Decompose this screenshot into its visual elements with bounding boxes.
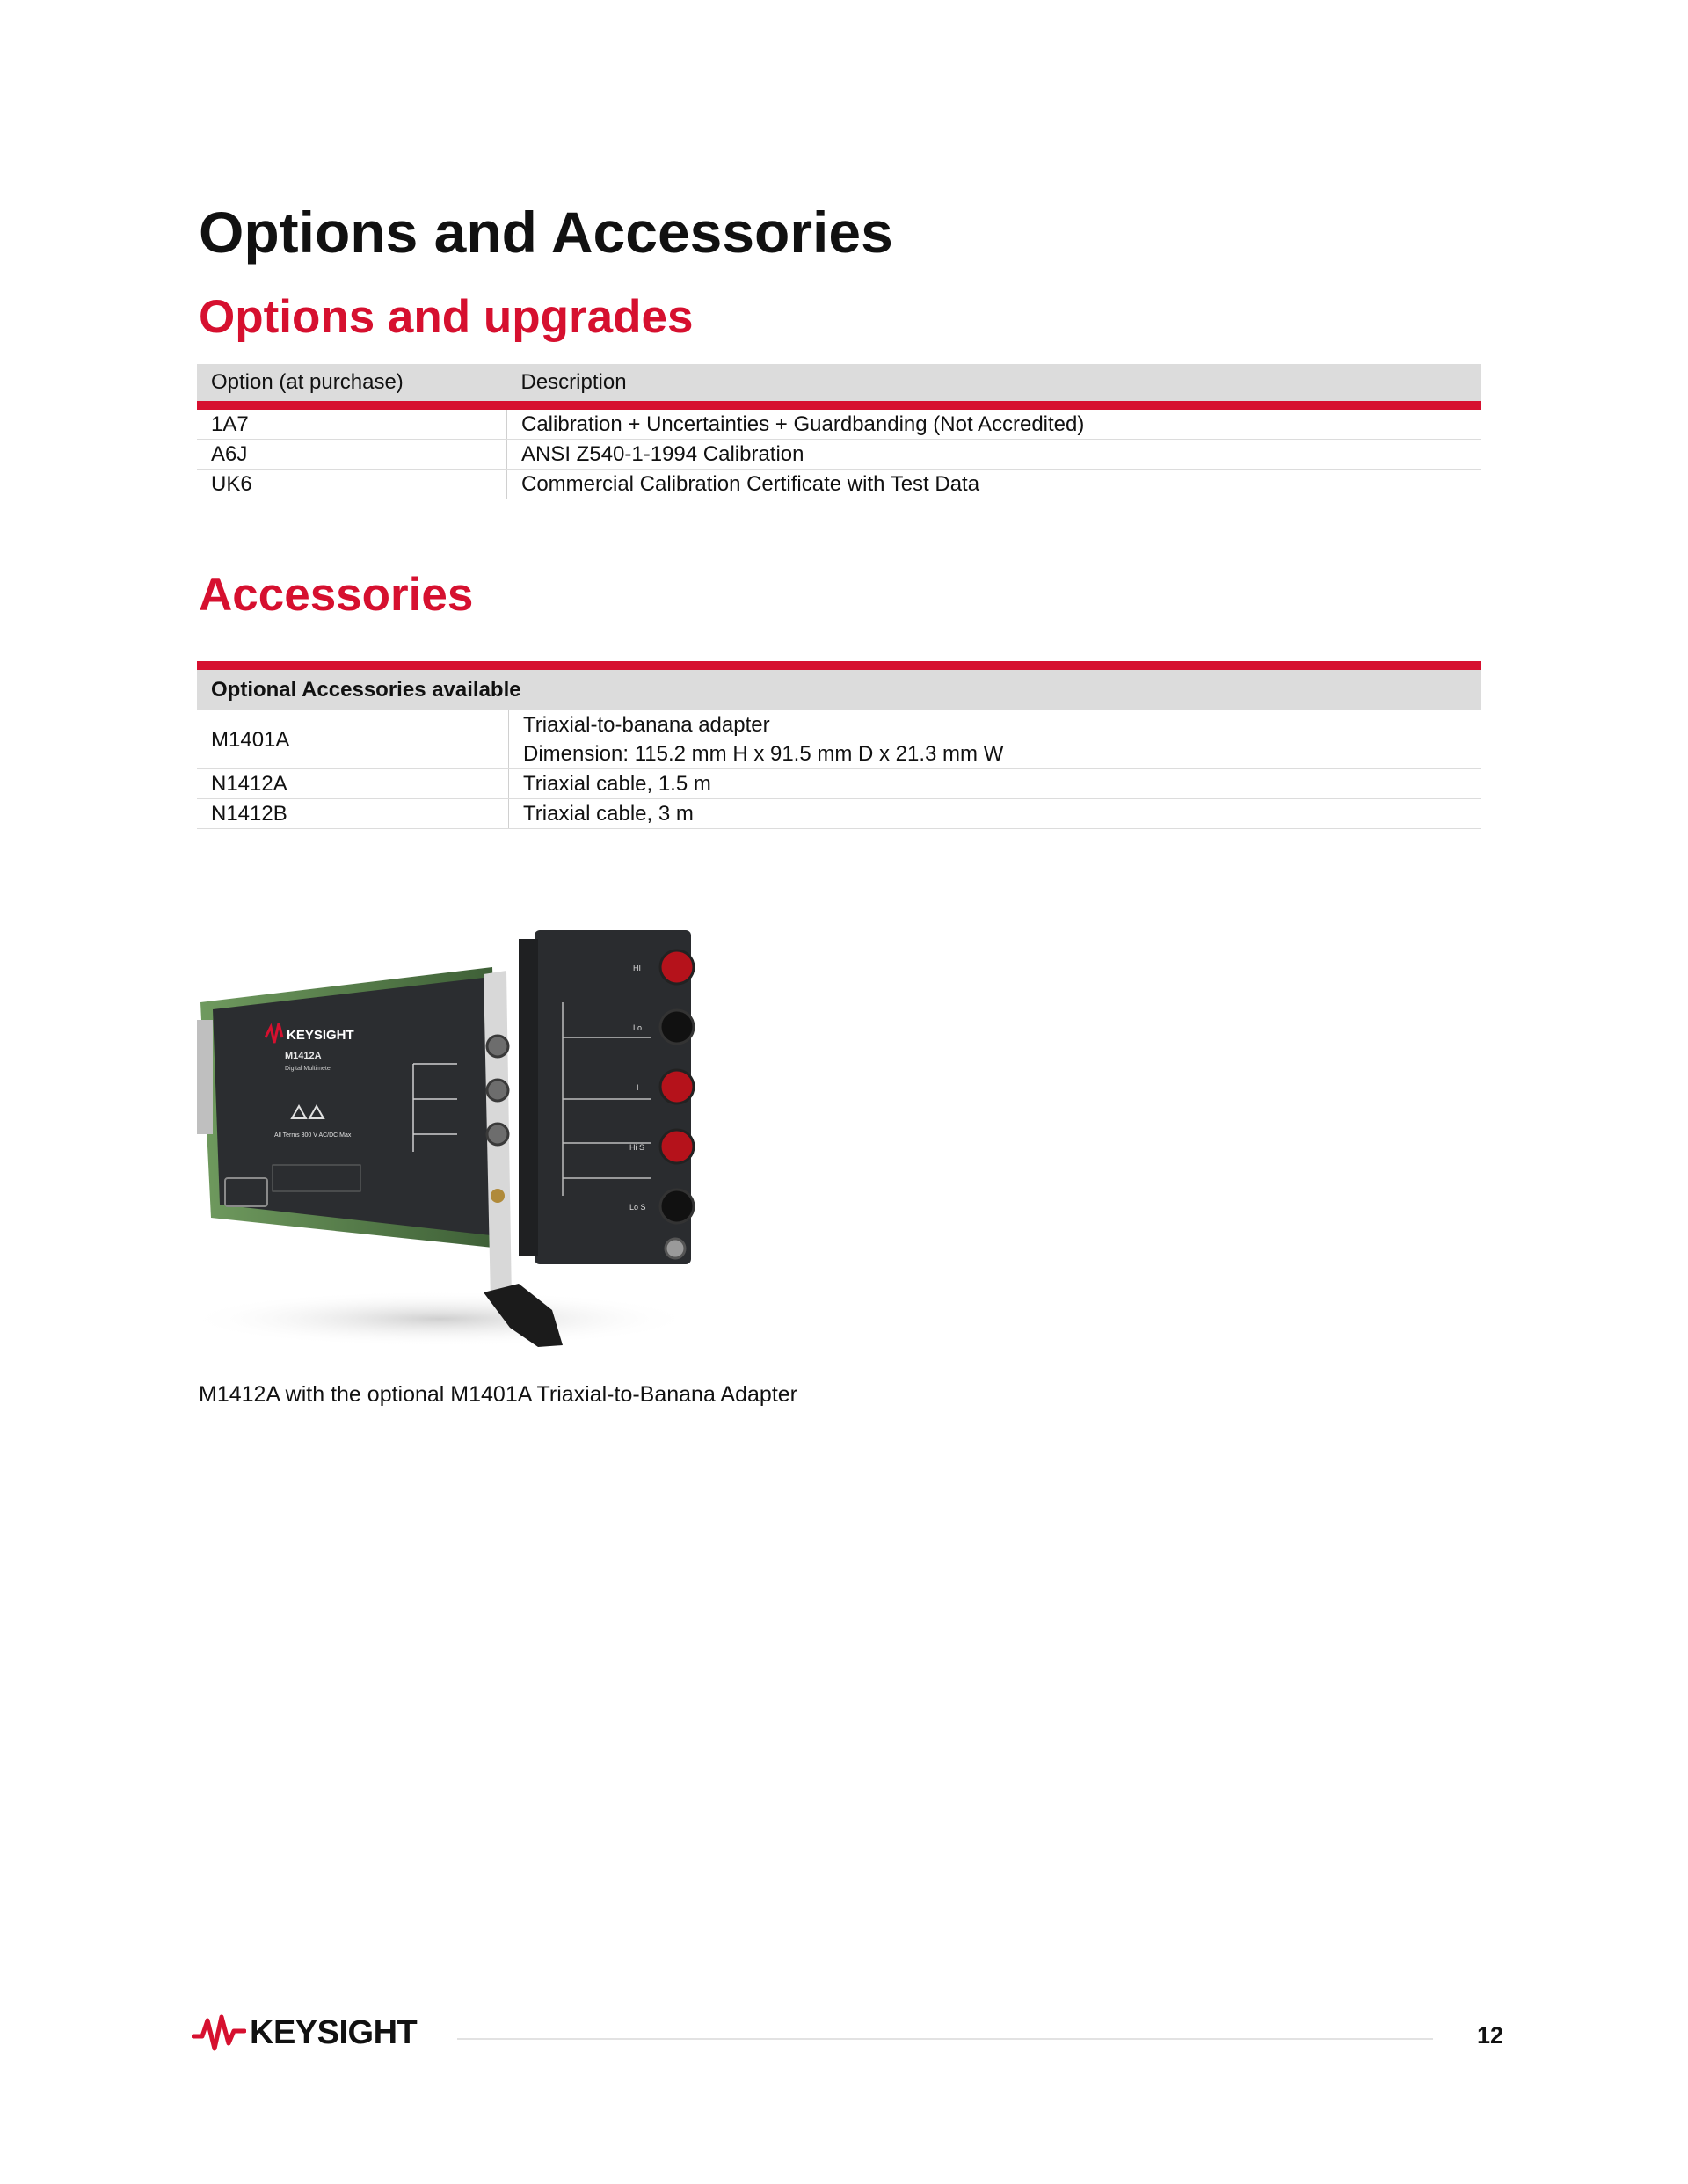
banana-jack-black-icon	[660, 1010, 694, 1044]
accessory-model: M1401A	[197, 710, 509, 769]
banana-jack-red-icon	[660, 1130, 694, 1163]
option-description: ANSI Z540-1-1994 Calibration	[507, 440, 1481, 470]
options-table	[197, 364, 1481, 499]
column-header-description: Description	[507, 364, 1481, 405]
table-row	[197, 710, 1481, 769]
adapter-label: I	[637, 1083, 639, 1092]
triax-connector-icon	[487, 1124, 508, 1145]
table-row	[197, 440, 1481, 470]
accessory-description: Triaxial cable, 3 m	[509, 799, 1481, 829]
floor-shadow	[193, 1291, 695, 1347]
accessory-description: Triaxial cable, 1.5 m	[509, 769, 1481, 799]
footer-divider	[457, 2038, 1433, 2040]
banana-jack-black-icon	[660, 1190, 694, 1223]
table-row	[197, 799, 1481, 829]
adapter-label: Lo	[633, 1023, 643, 1032]
product-photo	[193, 914, 721, 1354]
card-brand: KEYSIGHT	[287, 1028, 354, 1043]
description-line: Triaxial-to-banana adapter	[523, 713, 770, 737]
option-code: UK6	[197, 470, 507, 499]
page-number: 12	[1477, 2022, 1504, 2049]
table-row	[197, 769, 1481, 799]
card-connector	[197, 1020, 213, 1134]
column-header-option: Option (at purchase)	[197, 364, 507, 405]
option-code: 1A7	[197, 405, 507, 440]
description-line: Dimension: 115.2 mm H x 91.5 mm D x 21.3 mm W	[523, 742, 1004, 766]
accessory-description	[509, 710, 1481, 769]
accessories-header: Optional Accessories available	[197, 666, 1481, 710]
ground-connector-icon	[666, 1239, 685, 1258]
photo-caption: M1412A with the optional M1401A Triaxial-to-Banana Adapter	[199, 1382, 797, 1407]
options-heading: Options and upgrades	[199, 291, 694, 343]
adapter-side	[519, 939, 538, 1256]
footer-brand: KEYSIGHT	[250, 2013, 418, 2051]
adapter-label: Hi S	[629, 1143, 645, 1152]
card-cover	[213, 978, 491, 1235]
option-description: Calibration + Uncertainties + Guardbanding (Not Accredited)	[507, 405, 1481, 440]
accessories-table	[197, 661, 1481, 829]
card-rating: All Terms 300 V AC/DC Max	[274, 1132, 352, 1139]
card-model: M1412A	[285, 1051, 322, 1061]
accessories-heading: Accessories	[199, 569, 474, 621]
table-row	[197, 405, 1481, 440]
accessory-model: N1412A	[197, 769, 509, 799]
adapter-label: Lo S	[629, 1203, 646, 1212]
options-header-row	[197, 364, 1481, 405]
keysight-wave-icon	[192, 2013, 246, 2052]
page-title: Options and Accessories	[199, 200, 893, 265]
card-subtitle: Digital Multimeter	[285, 1066, 333, 1072]
footer-logo	[192, 2013, 417, 2052]
sma-connector-icon	[491, 1189, 505, 1203]
banana-jack-red-icon	[660, 1070, 694, 1103]
adapter-label: HI	[633, 964, 641, 972]
accessories-header-row	[197, 666, 1481, 710]
accessory-model: N1412B	[197, 799, 509, 829]
table-row	[197, 470, 1481, 499]
banana-jack-red-icon	[660, 950, 694, 984]
triax-connector-icon	[487, 1036, 508, 1057]
option-code: A6J	[197, 440, 507, 470]
triax-connector-icon	[487, 1080, 508, 1101]
option-description: Commercial Calibration Certificate with Test Data	[507, 470, 1481, 499]
